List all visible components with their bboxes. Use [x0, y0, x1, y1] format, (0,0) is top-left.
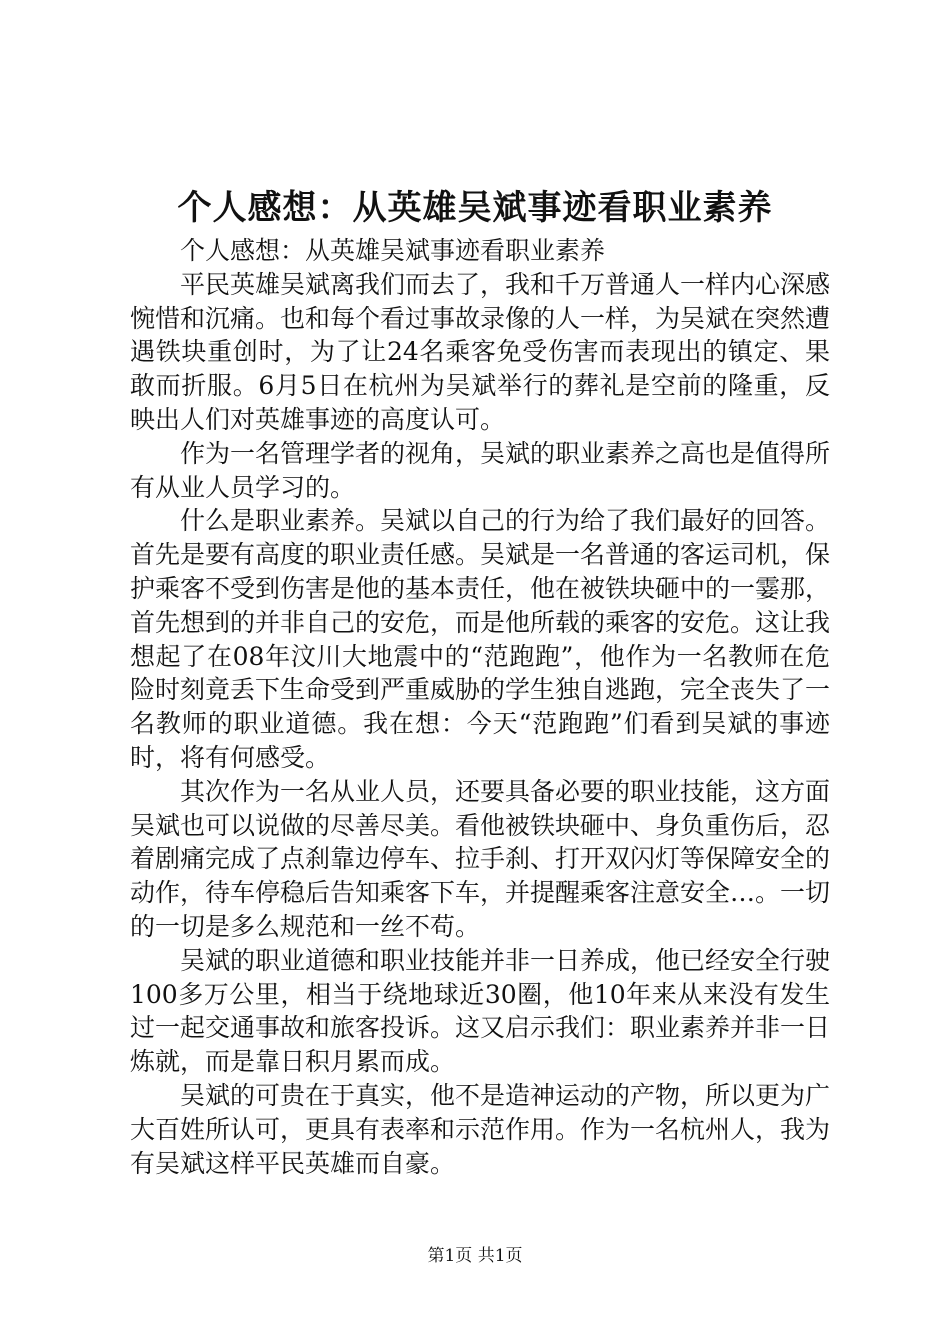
paragraph-subtitle: 个人感想：从英雄吴斌事迹看职业素养 — [180, 236, 606, 265]
paragraph: 其次作为一名从业人员，还要具备必要的职业技能，这方面吴斌也可以说做的尽善尽美。看他被铁块砸中、身负重伤后，忍着剧痛完成了点刹靠边停车、拉手刹、打开双闪灯等保障安全的动作，待车停稳后告知乘客下车，并提醒乘客注意安全…。一切的一切是多么规范和一丝不苟。 — [130, 776, 831, 941]
paragraph: 吴斌的可贵在于真实，他不是造神运动的产物，所以更为广大百姓所认可，更具有表率和示范作用。作为一名杭州人，我为有吴斌这样平民英雄而自豪。 — [130, 1080, 831, 1178]
paragraph: 吴斌的职业道德和职业技能并非一日养成，他已经安全行驶100多万公里，相当于绕地球近30圈，他10年来从来没有发生过一起交通事故和旅客投诉。这又启示我们：职业素养并非一日炼就，而是靠日积月累而成。 — [130, 945, 831, 1077]
paragraph: 平民英雄吴斌离我们而去了，我和千万普通人一样内心深感惋惜和沉痛。也和每个看过事故录像的人一样，为吴斌在突然遭遇铁块重创时，为了让24名乘客免受伤害而表现出的镇定、果敢而折服。6月5日在杭州为吴斌举行的葬礼是空前的隆重，反映出人们对英雄事迹的高度认可。 — [130, 269, 831, 434]
page-footer: 第1页 共1页 — [427, 1246, 523, 1266]
document-body — [130, 234, 830, 1180]
document-title: 个人感想：从英雄吴斌事迹看职业素养 — [177, 188, 773, 228]
paragraph: 什么是职业素养。吴斌以自己的行为给了我们最好的回答。首先是要有高度的职业责任感。吴斌是一名普通的客运司机，保护乘客不受到伤害是他的基本责任，他在被铁块砸中的一霎那，首先想到的并非自己的安危，而是他所载的乘客的安危。这让我想起了在08年汶川大地震中的“范跑跑”，他作为一名教师在危险时刻竟丢下生命受到严重威胁的学生独自逃跑，完全丧失了一名教师的职业道德。我在想：今天“范跑跑”们看到吴斌的事迹时，将有何感受。 — [130, 506, 831, 772]
paragraph: 作为一名管理学者的视角，吴斌的职业素养之高也是值得所有从业人员学习的。 — [130, 438, 831, 502]
